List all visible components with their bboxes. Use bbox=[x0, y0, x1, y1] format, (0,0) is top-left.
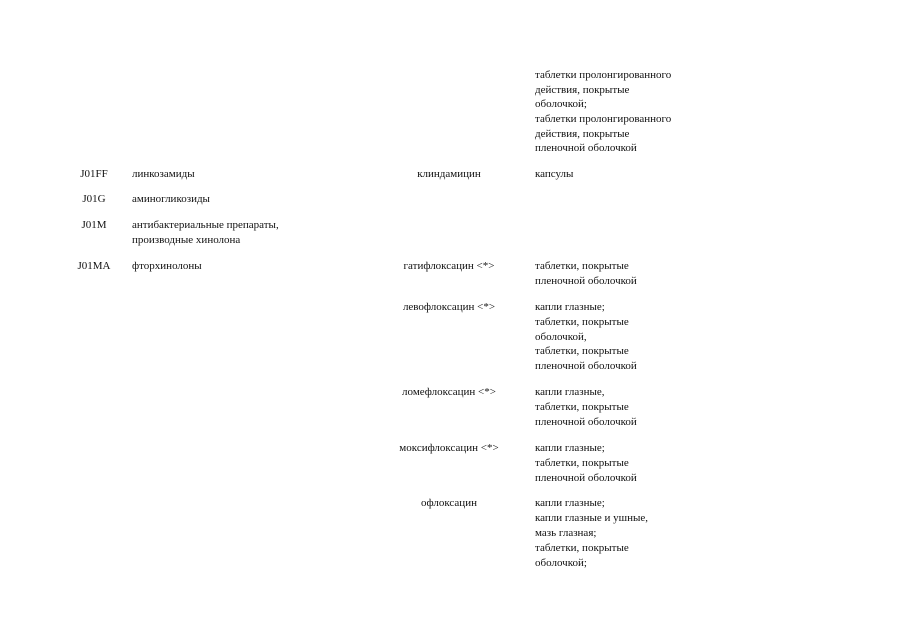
dosage-form-line: пленочной оболочкой bbox=[535, 360, 637, 372]
dosage-form-line: таблетки, покрытые bbox=[535, 401, 629, 413]
dosage-form-line: действия, покрытые bbox=[535, 128, 630, 140]
dosage-form-line: капли глазные; bbox=[535, 497, 605, 509]
dosage-form-line: капли глазные; bbox=[535, 301, 605, 313]
group-name: фторхинолоны bbox=[132, 260, 202, 272]
atc-code: J01FF bbox=[80, 168, 108, 180]
drug-name: гатифлоксацин <*> bbox=[403, 260, 495, 272]
atc-code: J01MA bbox=[77, 260, 111, 272]
dosage-form-line: капсулы bbox=[535, 168, 574, 180]
dosage-form-line: мазь глазная; bbox=[535, 527, 597, 539]
dosage-form-line: оболочкой, bbox=[535, 331, 587, 343]
dosage-form-line: действия, покрытые bbox=[535, 84, 630, 96]
group-name: аминогликозиды bbox=[132, 193, 210, 205]
dosage-form-line: таблетки, покрытые bbox=[535, 316, 629, 328]
group-name: линкозамиды bbox=[132, 168, 195, 180]
group-name: производные хинолона bbox=[132, 234, 241, 246]
drug-name: офлоксацин bbox=[421, 497, 477, 509]
drug-name: моксифлоксацин <*> bbox=[399, 442, 499, 454]
dosage-form-line: пленочной оболочкой bbox=[535, 142, 637, 154]
atc-code: J01G bbox=[82, 193, 106, 205]
dosage-form-line: таблетки пролонгированного bbox=[535, 69, 672, 81]
dosage-form-line: таблетки, покрытые bbox=[535, 345, 629, 357]
dosage-form-line: пленочной оболочкой bbox=[535, 275, 637, 287]
dosage-form-line: оболочкой; bbox=[535, 557, 587, 569]
dosage-form-line: оболочкой; bbox=[535, 98, 587, 110]
dosage-form-line: таблетки, покрытые bbox=[535, 542, 629, 554]
drug-name: левофлоксацин <*> bbox=[402, 301, 496, 313]
dosage-form-line: таблетки, покрытые bbox=[535, 260, 629, 272]
dosage-form-line: таблетки, покрытые bbox=[535, 457, 629, 469]
dosage-form-line: капли глазные и ушные, bbox=[535, 512, 649, 524]
dosage-form-line: пленочной оболочкой bbox=[535, 472, 637, 484]
atc-code: J01M bbox=[81, 219, 107, 231]
dosage-form-line: капли глазные; bbox=[535, 442, 605, 454]
drug-name: ломефлоксацин <*> bbox=[402, 386, 496, 398]
group-name: антибактериальные препараты, bbox=[132, 219, 279, 231]
dosage-form-line: таблетки пролонгированного bbox=[535, 113, 672, 125]
dosage-form-line: пленочной оболочкой bbox=[535, 416, 637, 428]
drug-name: клиндамицин bbox=[417, 168, 481, 180]
dosage-form-line: капли глазные, bbox=[535, 386, 605, 398]
